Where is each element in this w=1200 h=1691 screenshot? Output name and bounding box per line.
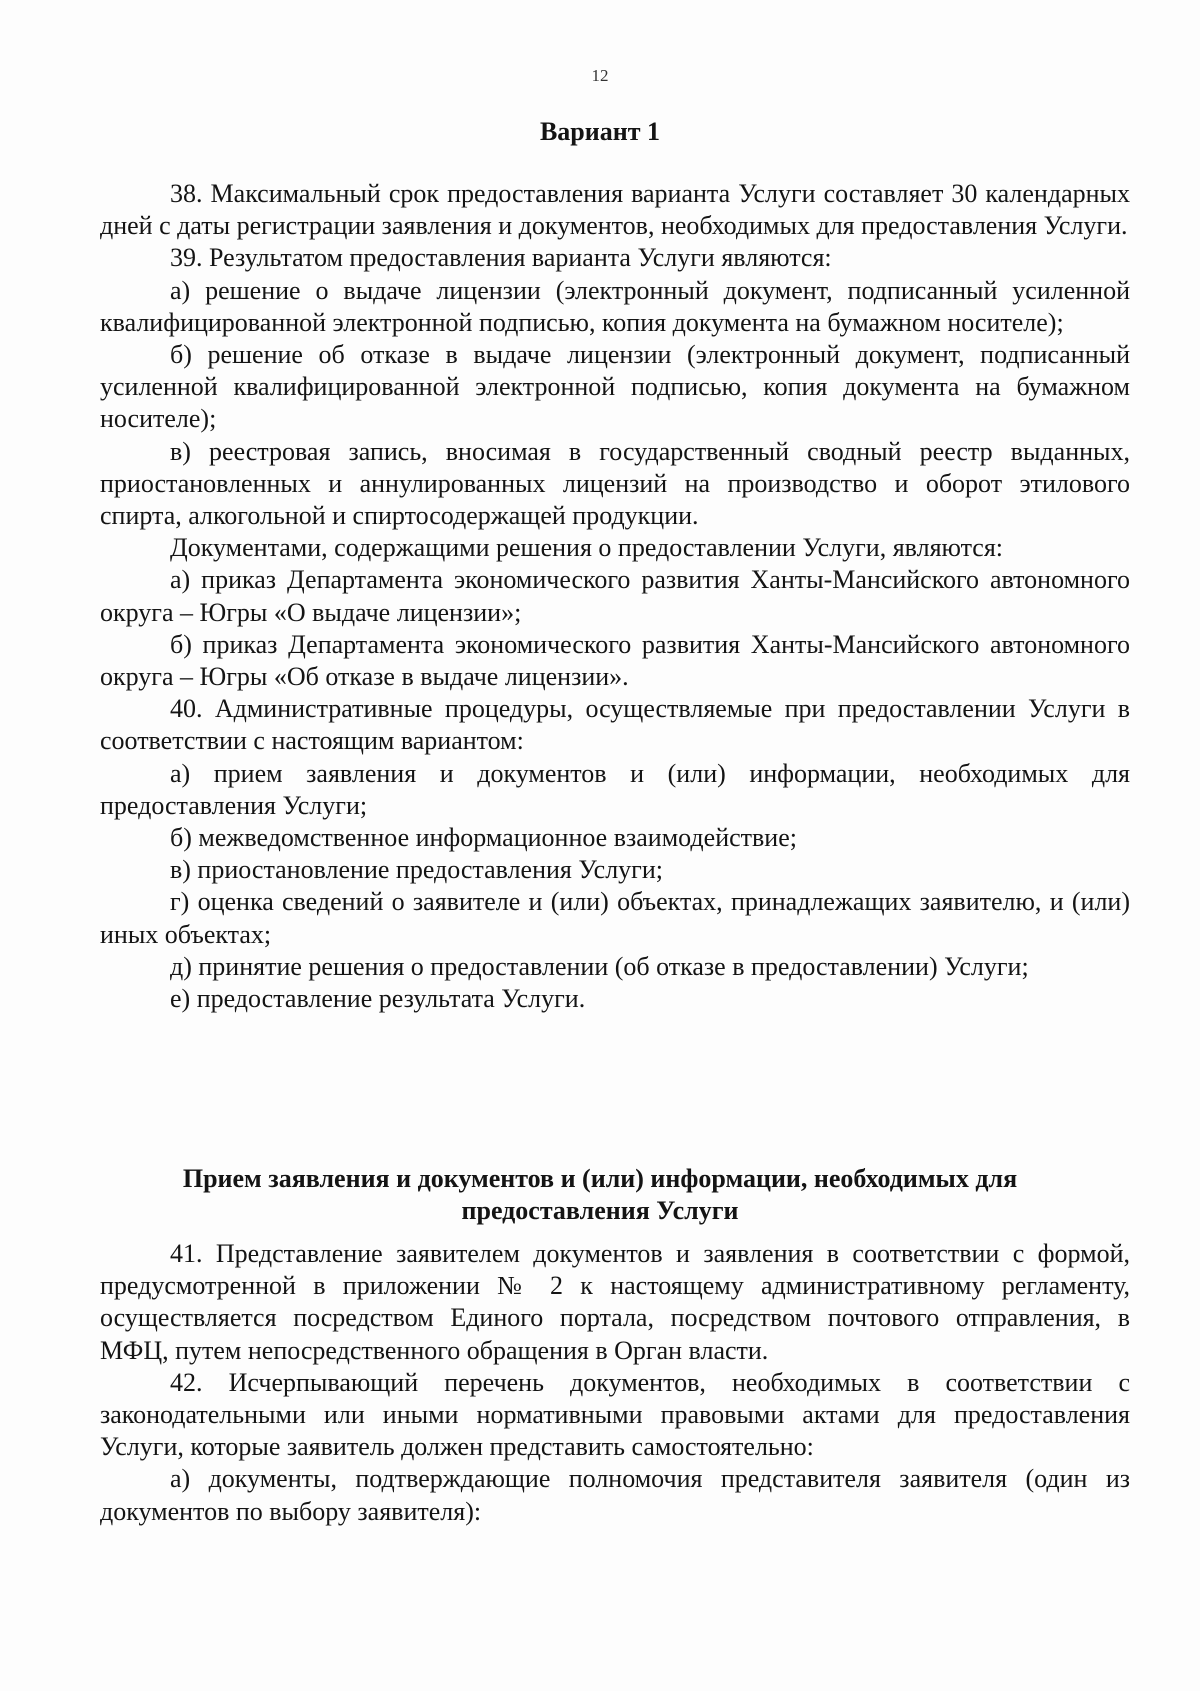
list-item-40d: г) оценка сведений о заявителе и (или) объектах, принадлежащих заявителю, и (или) иных объектах; <box>100 887 1130 949</box>
list-item-39c: в) реестровая запись, вносимая в государственный сводный реестр выданных, приостановленных и аннулированных лицензий на производство и оборот этилового спирта, алкогольной и спиртосодержащей продукции. <box>100 436 1130 531</box>
subsection-title-line-2: предоставления Услуги <box>461 1196 739 1225</box>
list-item-40c: в) приостановление предоставления Услуги; <box>170 855 663 885</box>
list-item-39b: б) решение об отказе в выдаче лицензии (электронный документ, подписанный усиленной квалифицированной электронной подписью, копия документа на бумажном носителе); <box>100 340 1130 434</box>
paragraph-40: 40. Административные процедуры, осуществляемые при предоставлении Услуги в соответствии с настоящим вариантом: <box>100 694 1130 756</box>
paragraph-decision-documents: Документами, содержащими решения о предоставлении Услуги, являются: <box>170 533 1004 563</box>
list-item-40a: а) прием заявления и документов и (или) информации, необходимых для предоставления Услуги; <box>100 758 1130 820</box>
paragraph-38: 38. Максимальный срок предоставления варианта Услуги составляет 30 календарных дней с даты регистрации заявления и документов, необходимых для предоставления Услуги. <box>100 179 1130 241</box>
paragraph-block-1 <box>100 178 1130 1015</box>
list-item-40e: д) принятие решения о предоставлении (об отказе в предоставлении) Услуги; <box>170 951 1029 981</box>
paragraph-42: 42. Исчерпывающий перечень документов, необходимых в соответствии с законодательными или иными нормативными правовыми актами для предоставления Услуги, которые заявитель должен представить самостоятельно: <box>100 1367 1130 1462</box>
paragraph-41: 41. Представление заявителем документов и заявления в соответствии с формой, предусмотренной в приложении № 2 к настоящему административному регламенту, осуществляется посредством Единого портала, посредством почтового отправления, в МФЦ, путем непосредственного обращения в Орган власти. <box>100 1239 1130 1365</box>
subsection-title <box>0 1163 1200 1227</box>
list-item-40f: е) предоставление результата Услуги. <box>170 984 586 1014</box>
page-number: 12 <box>591 66 609 85</box>
paragraph-39: 39. Результатом предоставления варианта Услуги являются: <box>170 243 832 273</box>
paragraph-block-2 <box>100 1238 1130 1528</box>
section-title: Вариант 1 <box>539 117 661 146</box>
list-item-42a: а) документы, подтверждающие полномочия представителя заявителя (один из документов по выбору заявителя): <box>100 1464 1130 1526</box>
list-item-order-b: б) приказ Департамента экономического развития Ханты-Мансийского автономного округа – Югры «Об отказе в выдаче лицензии». <box>100 629 1130 692</box>
list-item-40b: б) межведомственное информационное взаимодействие; <box>170 823 797 853</box>
list-item-order-a: а) приказ Департамента экономического развития Ханты-Мансийского автономного округа – Югры «О выдаче лицензии»; <box>100 565 1130 627</box>
subsection-title-line-1: Прием заявления и документов и (или) информации, необходимых для <box>182 1164 1018 1193</box>
list-item-39a: а) решение о выдаче лицензии (электронный документ, подписанный усиленной квалифицированной электронной подписью, копия документа на бумажном носителе); <box>100 275 1130 337</box>
